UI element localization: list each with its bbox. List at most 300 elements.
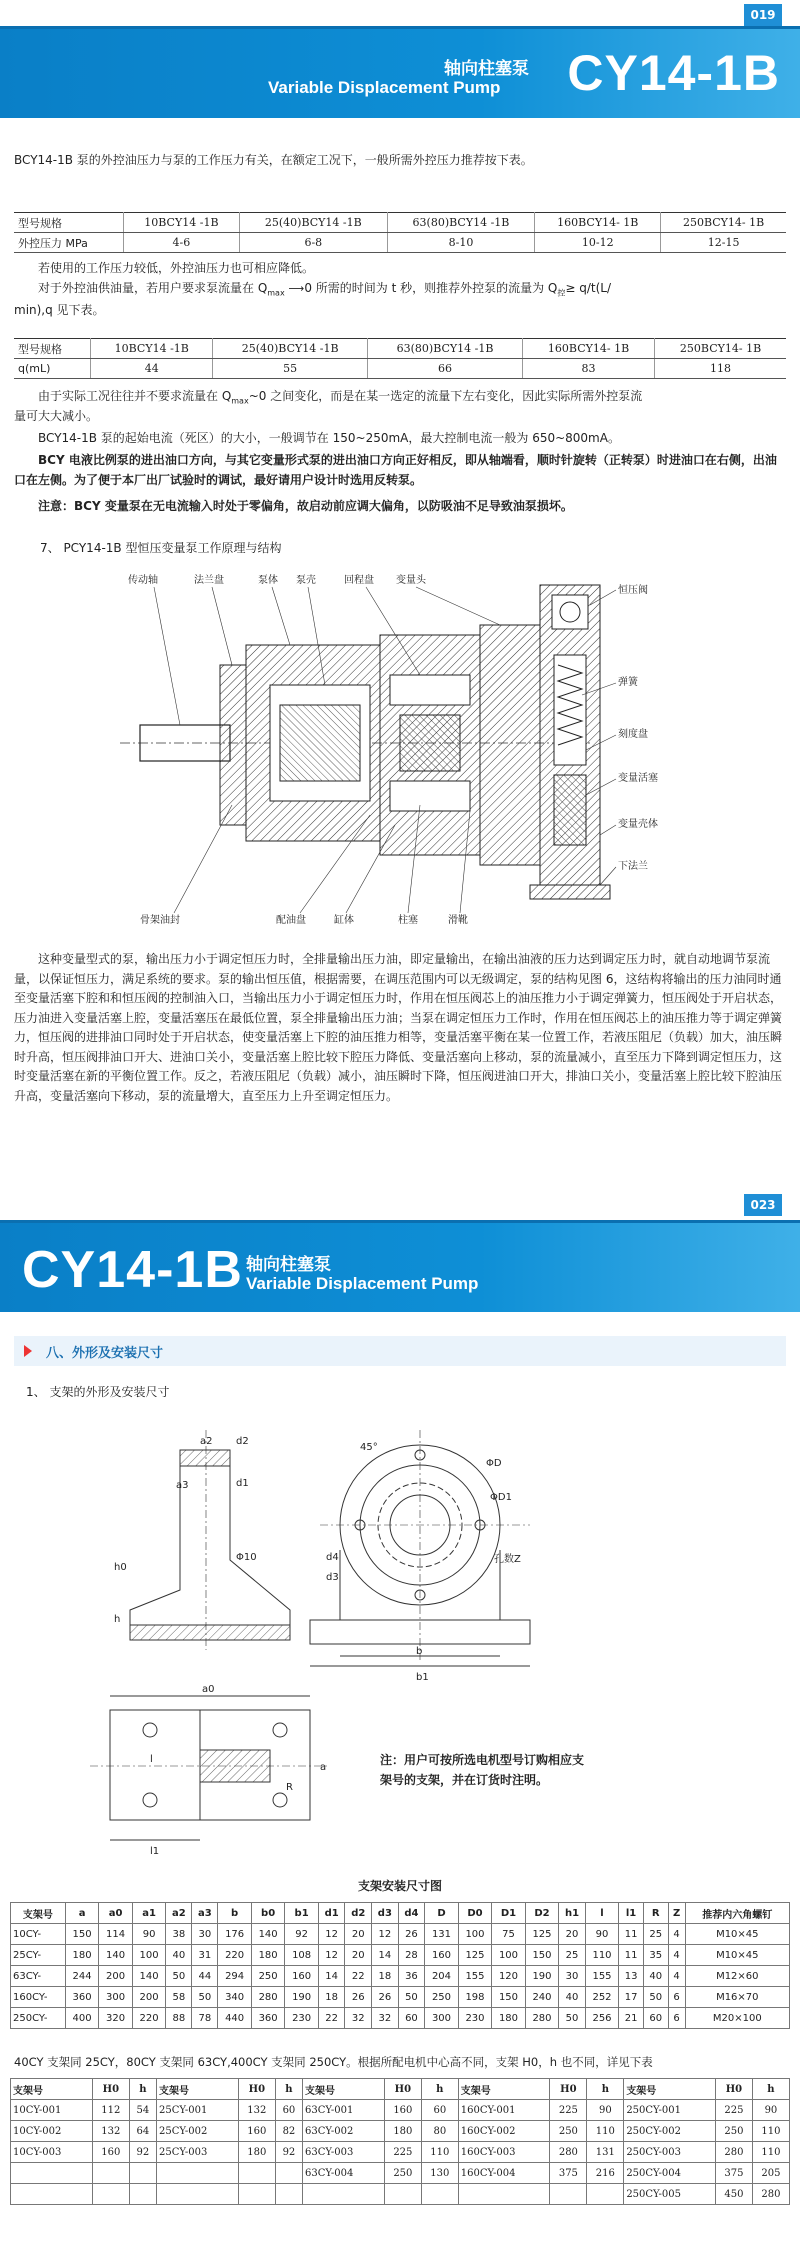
table-cell: 150 bbox=[525, 1945, 559, 1966]
table-cell: M16×70 bbox=[685, 1987, 789, 2008]
svg-text:d4: d4 bbox=[326, 1552, 339, 1563]
table-cell: 25 bbox=[559, 1945, 586, 1966]
table-cell: M10×45 bbox=[685, 1924, 789, 1945]
table-cell: 230 bbox=[458, 2008, 492, 2029]
column-header: 支架号 bbox=[11, 1903, 66, 1924]
table-cell bbox=[238, 2184, 275, 2205]
table-cell: 63CY-004 bbox=[303, 2163, 385, 2184]
table-cell: 250 bbox=[425, 1987, 459, 2008]
table-cell: 60 bbox=[398, 2008, 425, 2029]
table-cell bbox=[421, 2184, 458, 2205]
table-cell: 64 bbox=[129, 2121, 156, 2142]
table-cell: 11 bbox=[619, 1924, 644, 1945]
table-cell: 4 bbox=[668, 1966, 685, 1987]
table-cell: 35 bbox=[643, 1945, 668, 1966]
section-8-header bbox=[14, 1336, 786, 1366]
table-cell: 225 bbox=[550, 2100, 587, 2121]
table-cell: 240 bbox=[525, 1987, 559, 2008]
table-cell: 90 bbox=[585, 1924, 619, 1945]
table-cell: 160CY-001 bbox=[458, 2100, 550, 2121]
table-cell: 140 bbox=[132, 1966, 166, 1987]
mount-dimension-table bbox=[10, 1902, 790, 2029]
table-cell: 22 bbox=[318, 2008, 345, 2029]
table-cell: 100 bbox=[492, 1945, 526, 1966]
table-cell: 50 bbox=[166, 1966, 192, 1987]
table-cell: 140 bbox=[251, 1924, 285, 1945]
table-cell: 160CY-004 bbox=[458, 2163, 550, 2184]
column-header: 支架号 bbox=[11, 2079, 93, 2100]
label-slipper: 滑靴 bbox=[448, 915, 468, 926]
table-cell: 150 bbox=[492, 1987, 526, 2008]
table-cell: 10CY-001 bbox=[11, 2100, 93, 2121]
table-cell: 190 bbox=[285, 1987, 319, 2008]
table-row bbox=[11, 2100, 790, 2121]
table-cell: 63CY-002 bbox=[303, 2121, 385, 2142]
table-cell: 78 bbox=[192, 2008, 218, 2029]
header-subtitle-cn: 轴向柱塞泵 bbox=[444, 59, 529, 79]
table-cell: 400 bbox=[65, 2008, 99, 2029]
table-cell: 440 bbox=[218, 2008, 252, 2029]
table-cell: 114 bbox=[99, 1924, 133, 1945]
intro-text: BCY14-1B 泵的外控油压力与泵的工作压力有关，在额定工况下，一般所需外控压力推荐按下表。 bbox=[14, 153, 533, 167]
table-cell: 4 bbox=[668, 1924, 685, 1945]
section-7-title: 7、 PCY14-1B 型恒压变量泵工作原理与结构 bbox=[40, 541, 282, 555]
table-header-row bbox=[11, 1903, 790, 1924]
table-cell: 6 bbox=[668, 1987, 685, 2008]
column-header: a bbox=[65, 1903, 99, 1924]
label-pump-body: 泵体 bbox=[258, 575, 278, 586]
para-flow-supply: 对于外控油供油量，若用户要求泵流量在 $Q_{max}$ ⟶0 所需的时间为 t 秒，则推荐外控泵的流量为 $Q_控\ge q/t(L/$ bbox=[38, 281, 612, 298]
triangle-icon bbox=[24, 1345, 32, 1357]
label-return-plate: 回程盘 bbox=[344, 575, 374, 586]
bracket-drawing bbox=[90, 1410, 650, 1860]
table-cell: 12 bbox=[372, 1924, 399, 1945]
table-cell: 18 bbox=[318, 1987, 345, 2008]
table-cell: 22 bbox=[345, 1966, 372, 1987]
table-cell: 110 bbox=[585, 1945, 619, 1966]
table-cell bbox=[129, 2184, 156, 2205]
column-header: Z bbox=[668, 1903, 685, 1924]
column-header: b0 bbox=[251, 1903, 285, 1924]
table-cell bbox=[157, 2163, 239, 2184]
table-cell: 250CY-004 bbox=[624, 2163, 716, 2184]
table-row bbox=[11, 1945, 790, 1966]
table-cell bbox=[157, 2184, 239, 2205]
label-variable-housing: 变量壳体 bbox=[618, 819, 658, 830]
table-cell: 200 bbox=[99, 1966, 133, 1987]
table-cell: 256 bbox=[585, 2008, 619, 2029]
table-cell: 92 bbox=[285, 1924, 319, 1945]
mount-table-title: 支架安装尺寸图 bbox=[357, 1879, 442, 1893]
table-row bbox=[11, 2121, 790, 2142]
svg-text:l1: l1 bbox=[150, 1846, 160, 1857]
table-cell: 150 bbox=[65, 1924, 99, 1945]
table-cell: 75 bbox=[492, 1924, 526, 1945]
table-cell: 160 bbox=[285, 1966, 319, 1987]
table-cell: 131 bbox=[587, 2142, 624, 2163]
table-cell: 10CY-002 bbox=[11, 2121, 93, 2142]
table-cell: 25 bbox=[643, 1924, 668, 1945]
table-cell: 4 bbox=[668, 1945, 685, 1966]
table-cell: 60 bbox=[421, 2100, 458, 2121]
table-cell: 160 bbox=[92, 2142, 129, 2163]
column-header: H0 bbox=[92, 2079, 129, 2100]
table-cell: 360 bbox=[65, 1987, 99, 2008]
table-cell: 31 bbox=[192, 1945, 218, 1966]
column-header: h1 bbox=[559, 1903, 586, 1924]
page-number: 019 bbox=[744, 4, 782, 26]
table-row bbox=[11, 2008, 790, 2029]
table-row bbox=[11, 2184, 790, 2205]
table-cell: 92 bbox=[129, 2142, 156, 2163]
table-cell: 220 bbox=[218, 1945, 252, 1966]
table-row bbox=[11, 1924, 790, 1945]
table-cell: 40 bbox=[559, 1987, 586, 2008]
flow-table bbox=[14, 338, 786, 379]
bracket-height-note: 40CY 支架同 25CY，80CY 支架同 63CY,400CY 支架同 250CY。根据所配电机中心高不同，支架 H0，h 也不同，详见下表 bbox=[14, 2055, 653, 2069]
table-cell: 20 bbox=[559, 1924, 586, 1945]
header-band bbox=[0, 1220, 800, 1312]
header-subtitle-cn: 轴向柱塞泵 bbox=[246, 1255, 331, 1275]
table-cell: 44 bbox=[192, 1966, 218, 1987]
label-drive-shaft: 传动轴 bbox=[128, 575, 158, 586]
table-cell bbox=[92, 2184, 129, 2205]
table-cell: 10CY- bbox=[11, 1924, 66, 1945]
table-cell: 130 bbox=[421, 2163, 458, 2184]
table-cell: 110 bbox=[587, 2121, 624, 2142]
table-cell: 280 bbox=[525, 2008, 559, 2029]
table-cell: 40 bbox=[166, 1945, 192, 1966]
table-cell: 180 bbox=[492, 2008, 526, 2029]
table-row: 型号规格 10BCY14 -1B 25(40)BCY14 -1B 63(80)BCY14 -1B 160BCY14- 1B 250BCY14- 1B bbox=[14, 339, 786, 359]
para-low-pressure: 若使用的工作压力较低，外控油压力也可相应降低。 bbox=[38, 261, 315, 275]
table-cell: 50 bbox=[559, 2008, 586, 2029]
column-header: H0 bbox=[550, 2079, 587, 2100]
page-023 bbox=[0, 1180, 800, 2245]
column-header: D2 bbox=[525, 1903, 559, 1924]
table-cell: 375 bbox=[550, 2163, 587, 2184]
table-cell: 125 bbox=[525, 1924, 559, 1945]
para-current: BCY14-1B 泵的起始电流（死区）的大小，一般调节在 150~250mA，最大控制电流一般为 650~800mA。 bbox=[38, 431, 620, 445]
table-cell: 18 bbox=[372, 1966, 399, 1987]
svg-text:a: a bbox=[320, 1762, 327, 1773]
table-cell: 25CY-003 bbox=[157, 2142, 239, 2163]
column-header: 支架号 bbox=[458, 2079, 550, 2100]
column-header: h bbox=[275, 2079, 302, 2100]
svg-text:Φ10: Φ10 bbox=[236, 1552, 257, 1563]
table-cell: 54 bbox=[129, 2100, 156, 2121]
table-cell: M20×100 bbox=[685, 2008, 789, 2029]
para-flow-supply-cont: min),q 见下表。 bbox=[14, 303, 105, 317]
label-lower-flange: 下法兰 bbox=[618, 861, 648, 872]
table-cell: 14 bbox=[318, 1966, 345, 1987]
table-cell: 205 bbox=[752, 2163, 789, 2184]
svg-text:45°: 45° bbox=[360, 1442, 378, 1453]
table-cell: 50 bbox=[643, 1987, 668, 2008]
table-cell: 225 bbox=[715, 2100, 752, 2121]
table-cell: 13 bbox=[619, 1966, 644, 1987]
svg-text:ΦD: ΦD bbox=[486, 1458, 502, 1469]
table-cell: 280 bbox=[550, 2142, 587, 2163]
table-cell: 90 bbox=[132, 1924, 166, 1945]
column-header: h bbox=[421, 2079, 458, 2100]
column-header: 支架号 bbox=[624, 2079, 716, 2100]
arrow-icon: ⟶ bbox=[288, 282, 305, 295]
table-cell: 12 bbox=[318, 1945, 345, 1966]
table-cell bbox=[238, 2163, 275, 2184]
header-subtitle-en: Variable Displacement Pump bbox=[268, 78, 501, 97]
table-cell: 20 bbox=[345, 1924, 372, 1945]
column-header: b1 bbox=[285, 1903, 319, 1924]
table-cell: 26 bbox=[398, 1924, 425, 1945]
column-header: l1 bbox=[619, 1903, 644, 1924]
table-cell: 360 bbox=[251, 2008, 285, 2029]
svg-text:d1: d1 bbox=[236, 1478, 249, 1489]
table-cell: 63CY-003 bbox=[303, 2142, 385, 2163]
table-cell: 25CY-002 bbox=[157, 2121, 239, 2142]
table-cell bbox=[303, 2184, 385, 2205]
table-cell bbox=[11, 2184, 93, 2205]
table-cell: 88 bbox=[166, 2008, 192, 2029]
table-row bbox=[11, 2142, 790, 2163]
table-cell: 12 bbox=[318, 1924, 345, 1945]
table-cell: 36 bbox=[398, 1966, 425, 1987]
svg-text:b1: b1 bbox=[416, 1672, 429, 1683]
table-cell: 14 bbox=[372, 1945, 399, 1966]
table-cell: 92 bbox=[275, 2142, 302, 2163]
column-header: H0 bbox=[384, 2079, 421, 2100]
column-header: d2 bbox=[345, 1903, 372, 1924]
table-cell: 63CY- bbox=[11, 1966, 66, 1987]
svg-text:R: R bbox=[286, 1782, 293, 1793]
table-cell: 155 bbox=[585, 1966, 619, 1987]
pressure-table bbox=[14, 212, 786, 253]
header-band bbox=[0, 26, 800, 118]
table-cell bbox=[92, 2163, 129, 2184]
table-cell: 252 bbox=[585, 1987, 619, 2008]
table-cell: 250CY-003 bbox=[624, 2142, 716, 2163]
table-row: 外控压力 MPa 4-6 6-8 8-10 10-12 12-15 bbox=[14, 233, 786, 253]
table-cell: 204 bbox=[425, 1966, 459, 1987]
table-cell bbox=[11, 2163, 93, 2184]
table-cell: 200 bbox=[132, 1987, 166, 2008]
column-header: D0 bbox=[458, 1903, 492, 1924]
table-cell: 160 bbox=[238, 2121, 275, 2142]
table-cell bbox=[275, 2184, 302, 2205]
table-cell: 180 bbox=[238, 2142, 275, 2163]
table-cell: 17 bbox=[619, 1987, 644, 2008]
table-cell: 450 bbox=[715, 2184, 752, 2205]
label-port-plate: 配油盘 bbox=[276, 915, 306, 926]
column-header: a0 bbox=[99, 1903, 133, 1924]
para-warning: 注意：BCY 变量泵在无电流输入时处于零偏角，故启动前应调大偏角，以防吸油不足导致油泵损坏。 bbox=[38, 499, 573, 513]
column-header: d1 bbox=[318, 1903, 345, 1924]
label-cylinder: 缸体 bbox=[334, 915, 354, 926]
table-cell bbox=[550, 2184, 587, 2205]
table-row bbox=[11, 2163, 790, 2184]
table-row bbox=[11, 1987, 790, 2008]
table-cell: 32 bbox=[372, 2008, 399, 2029]
table-cell: 250CY-002 bbox=[624, 2121, 716, 2142]
column-header: h bbox=[752, 2079, 789, 2100]
bracket-note: 注：用户可按所选电机型号订购相应支架号的支架，并在订货时注明。 bbox=[380, 1753, 585, 1787]
table-cell: 112 bbox=[92, 2100, 129, 2121]
label-variable-piston: 变量活塞 bbox=[618, 773, 658, 784]
column-header: 支架号 bbox=[157, 2079, 239, 2100]
table-cell: 40 bbox=[643, 1966, 668, 1987]
header-title: CY14-1B bbox=[567, 45, 780, 101]
table-cell: 90 bbox=[587, 2100, 624, 2121]
table-cell: 294 bbox=[218, 1966, 252, 1987]
table-cell: 125 bbox=[458, 1945, 492, 1966]
svg-text:ΦD1: ΦD1 bbox=[490, 1492, 512, 1503]
column-header: h bbox=[129, 2079, 156, 2100]
table-row bbox=[11, 1966, 790, 1987]
table-cell: 25CY-001 bbox=[157, 2100, 239, 2121]
table-cell: 110 bbox=[752, 2121, 789, 2142]
table-cell: 100 bbox=[132, 1945, 166, 1966]
table-cell: 180 bbox=[65, 1945, 99, 1966]
table-cell: 50 bbox=[192, 1987, 218, 2008]
table-cell: 280 bbox=[251, 1987, 285, 2008]
table-cell: 60 bbox=[275, 2100, 302, 2121]
table-cell: 80 bbox=[421, 2121, 458, 2142]
table-cell: 38 bbox=[166, 1924, 192, 1945]
para-actual-flow-cont: 量可大大减小。 bbox=[14, 409, 99, 423]
column-header: d4 bbox=[398, 1903, 425, 1924]
table-cell: M10×45 bbox=[685, 1945, 789, 1966]
table-cell: 300 bbox=[99, 1987, 133, 2008]
table-cell: 82 bbox=[275, 2121, 302, 2142]
table-cell: 10CY-003 bbox=[11, 2142, 93, 2163]
column-header: a1 bbox=[132, 1903, 166, 1924]
svg-text:a0: a0 bbox=[202, 1684, 215, 1695]
table-cell: 120 bbox=[492, 1966, 526, 1987]
table-cell: 6 bbox=[668, 2008, 685, 2029]
table-cell: 250CY-001 bbox=[624, 2100, 716, 2121]
table-cell: 26 bbox=[345, 1987, 372, 2008]
table-cell: 176 bbox=[218, 1924, 252, 1945]
table-cell bbox=[384, 2184, 421, 2205]
table-cell: 108 bbox=[285, 1945, 319, 1966]
table-cell: 160CY-003 bbox=[458, 2142, 550, 2163]
table-cell: 140 bbox=[99, 1945, 133, 1966]
table-cell: 90 bbox=[752, 2100, 789, 2121]
table-cell: 160 bbox=[425, 1945, 459, 1966]
table-cell: 132 bbox=[238, 2100, 275, 2121]
column-header: b bbox=[218, 1903, 252, 1924]
column-header: a3 bbox=[192, 1903, 218, 1924]
svg-text:h: h bbox=[114, 1614, 121, 1625]
svg-text:d3: d3 bbox=[326, 1572, 339, 1583]
table-row: q(mL) 44 55 66 83 118 bbox=[14, 359, 786, 379]
table-cell: 20 bbox=[345, 1945, 372, 1966]
page-number: 023 bbox=[744, 1194, 782, 1216]
table-row: 型号规格 10BCY14 -1B 25(40)BCY14 -1B 63(80)BCY14 -1B 160BCY14- 1B 250BCY14- 1B bbox=[14, 213, 786, 233]
table-cell: 280 bbox=[715, 2142, 752, 2163]
table-cell: 300 bbox=[425, 2008, 459, 2029]
table-cell: 58 bbox=[166, 1987, 192, 2008]
section-8-title: 八、外形及安装尺寸 bbox=[46, 1346, 164, 1361]
table-cell: 230 bbox=[285, 2008, 319, 2029]
svg-text:孔数Z: 孔数Z bbox=[494, 1554, 521, 1565]
svg-text:a2: a2 bbox=[200, 1436, 213, 1447]
table-cell: 280 bbox=[752, 2184, 789, 2205]
table-cell: 132 bbox=[92, 2121, 129, 2142]
column-header: 支架号 bbox=[303, 2079, 385, 2100]
svg-text:b: b bbox=[416, 1646, 423, 1657]
column-header: H0 bbox=[715, 2079, 752, 2100]
table-cell: 32 bbox=[345, 2008, 372, 2029]
table-cell: 375 bbox=[715, 2163, 752, 2184]
para-actual-flow: 由于实际工况往往并不要求流量在 $Q_{max}\sim 0$ 之间变化，而是在某一选定的流量下左右变化，因此实际所需外控泵流 bbox=[38, 389, 643, 406]
table-cell: 160CY-002 bbox=[458, 2121, 550, 2142]
table-cell: 180 bbox=[384, 2121, 421, 2142]
table-cell: 63CY-001 bbox=[303, 2100, 385, 2121]
column-header: d3 bbox=[372, 1903, 399, 1924]
subsection-1-title: 1、 支架的外形及安装尺寸 bbox=[26, 1385, 170, 1399]
label-pump-shell: 泵壳 bbox=[296, 575, 316, 586]
table-cell: 25CY- bbox=[11, 1945, 66, 1966]
table-cell: 50 bbox=[398, 1987, 425, 2008]
svg-text:a3: a3 bbox=[176, 1480, 189, 1491]
table-cell: M12×60 bbox=[685, 1966, 789, 1987]
label-dial: 刻度盘 bbox=[618, 729, 648, 740]
bracket-height-table bbox=[10, 2078, 790, 2205]
column-header: D1 bbox=[492, 1903, 526, 1924]
pump-cross-section-figure bbox=[120, 565, 680, 930]
table-cell: 190 bbox=[525, 1966, 559, 1987]
column-header: H0 bbox=[238, 2079, 275, 2100]
table-cell bbox=[129, 2163, 156, 2184]
column-header: a2 bbox=[166, 1903, 192, 1924]
table-cell: 250 bbox=[550, 2121, 587, 2142]
table-cell: 250CY- bbox=[11, 2008, 66, 2029]
table-cell: 110 bbox=[421, 2142, 458, 2163]
table-cell: 155 bbox=[458, 1966, 492, 1987]
svg-text:h0: h0 bbox=[114, 1562, 127, 1573]
table-cell: 250 bbox=[251, 1966, 285, 1987]
table-cell: 160CY- bbox=[11, 1987, 66, 2008]
table-cell: 28 bbox=[398, 1945, 425, 1966]
column-header: R bbox=[643, 1903, 668, 1924]
table-cell: 320 bbox=[99, 2008, 133, 2029]
label-plunger: 柱塞 bbox=[398, 915, 418, 926]
column-header: 推荐内六角螺钉 bbox=[685, 1903, 789, 1924]
column-header: D bbox=[425, 1903, 459, 1924]
table-cell: 340 bbox=[218, 1987, 252, 2008]
column-header: h bbox=[587, 2079, 624, 2100]
header-subtitle-en: Variable Displacement Pump bbox=[246, 1274, 479, 1293]
table-cell: 250 bbox=[715, 2121, 752, 2142]
table-cell: 11 bbox=[619, 1945, 644, 1966]
para-port-direction: BCY 电液比例泵的进出油口方向，与其它变量形式泵的进出油口方向正好相反，即从轴端看，顺时针旋转（正转泵）时进油口在右侧，出油口在左侧。为了便于本厂出厂试验时的调试，最好请用户设计时选用反转泵。 bbox=[14, 453, 777, 487]
table-cell: 30 bbox=[192, 1924, 218, 1945]
table-cell: 21 bbox=[619, 2008, 644, 2029]
label-variable-head: 变量头 bbox=[396, 575, 426, 586]
table-cell: 225 bbox=[384, 2142, 421, 2163]
table-cell bbox=[587, 2184, 624, 2205]
label-oil-seal: 骨架油封 bbox=[140, 915, 180, 926]
table-cell: 26 bbox=[372, 1987, 399, 2008]
table-cell: 60 bbox=[643, 2008, 668, 2029]
table-cell: 216 bbox=[587, 2163, 624, 2184]
table-cell: 131 bbox=[425, 1924, 459, 1945]
table-cell: 30 bbox=[559, 1966, 586, 1987]
svg-text:l: l bbox=[150, 1754, 153, 1765]
table-cell: 220 bbox=[132, 2008, 166, 2029]
table-cell: 250CY-005 bbox=[624, 2184, 716, 2205]
